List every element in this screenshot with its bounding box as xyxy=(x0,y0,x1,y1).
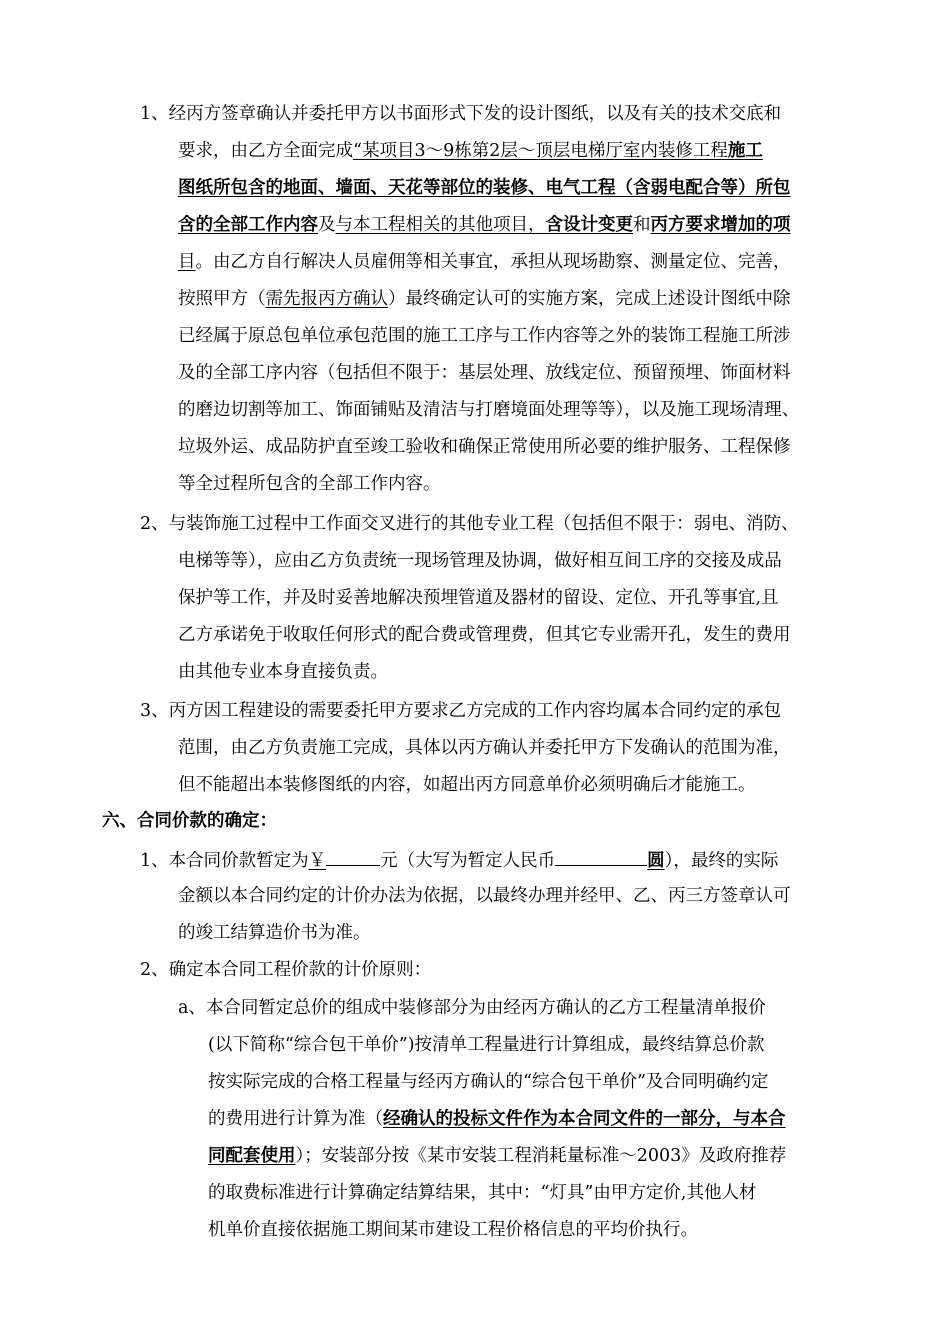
text-run: 的费用进行计算为准（ xyxy=(208,1109,383,1129)
item-1-text: 经丙方签章确认并委托甲方以书面形式下发的设计图纸，以及有关的技术交底和 xyxy=(168,104,782,124)
sub-a-line-7: 机单价直接依据施工期间某市建设工程价格信息的平均价执行。 xyxy=(208,1220,698,1240)
item-1-line-3: 图纸所包含的地面、墙面、天花等部位的装修、电气工程（含弱电配合等）所包 xyxy=(178,178,791,198)
text-run: 本合同暂定总价的组成中装修部分为由经丙方确认的乙方工程量清单报价 xyxy=(205,998,766,1018)
item-3-line-2: 范围，由乙方负责施工完成，具体以丙方确认并委托甲方下发确认的范围为准， xyxy=(178,738,791,758)
text-run: ）；安装部分按《某市安装工程消耗量标准～2003》及政府推荐 xyxy=(295,1146,787,1166)
text-run: 及 xyxy=(318,215,336,235)
price-number: 1、 xyxy=(140,851,169,871)
sub-a-number: a、 xyxy=(178,998,206,1018)
item-2-line-3: 保护等工作，并及时妥善地解决预埋管道及器材的留设、定位、开孔等事宜,且 xyxy=(178,588,779,608)
bold-underlined-text: 丙方要求增加的项 xyxy=(650,215,791,235)
underlined-text: 与本工程相关的其他项目， xyxy=(335,215,546,235)
bold-underlined-text: 同配套使用 xyxy=(208,1146,296,1166)
item-3-line-1 xyxy=(140,695,781,729)
yen-symbol: ￥ xyxy=(308,851,327,871)
yuan-unit: 圆 xyxy=(647,851,665,871)
sub-a-line-6: 的取费标准进行计算确定结算结果，其中：“灯具”由甲方定价,其他人材 xyxy=(208,1183,757,1203)
amount-words-blank xyxy=(555,843,647,866)
item-1-line-9: 的磨边切割等加工、饰面铺贴及清洁与打磨境面处理等等），以及施工现场清理、 xyxy=(178,400,800,420)
price-line-1 xyxy=(140,843,778,879)
sub-a-line-1 xyxy=(178,992,766,1026)
item-1-line-5 xyxy=(178,246,791,280)
item-1-number: 1、 xyxy=(140,104,169,124)
item-3-text: 丙方因工程建设的需要委托甲方要求乙方完成的工作内容均属本合同约定的承包 xyxy=(168,701,782,721)
price-line-3: 的竣工结算造价书为准。 xyxy=(178,923,371,943)
text-run: 和 xyxy=(633,215,651,235)
text-run: ），最终的实际 xyxy=(664,851,779,871)
item-3-number: 3、 xyxy=(140,701,169,721)
section-6-heading: 六、合同价款的确定： xyxy=(102,811,277,831)
sub-a-line-2: (以下简称“综合包干单价”)按清单工程量进行计算组成，最终结算总价款 xyxy=(208,1035,765,1055)
item-1-line-6 xyxy=(178,283,791,317)
item-1-line-2 xyxy=(178,135,763,169)
text-run: 要求，由乙方全面完成 xyxy=(178,141,353,161)
text-run: 确定本合同工程价款的计价原则： xyxy=(168,960,432,980)
bold-underlined-text: 含的全部工作内容 xyxy=(178,215,318,235)
item-2-number: 2、 xyxy=(140,514,169,534)
bold-underlined-text: 经确认的投标文件作为本合同文件的一部分，与本合 xyxy=(383,1109,786,1129)
sub-a-line-4 xyxy=(208,1103,786,1137)
price-line-2: 金额以本合同约定的计价办法为依据，以最终办理并经甲、乙、丙三方签章认可 xyxy=(178,886,791,906)
pricing-principle-line xyxy=(140,954,431,988)
text-run: 元（大写为暂定人民币 xyxy=(380,851,556,871)
item-1-line-11: 等全过程所包含的全部工作内容。 xyxy=(178,474,441,494)
item-2-line-1 xyxy=(140,508,799,542)
item-1-line-10: 垃圾外运、成品防护直至竣工验收和确保正常使用所必要的维护服务、工程保修 xyxy=(178,437,791,457)
text-run: 本合同价款暂定为 xyxy=(168,851,309,871)
item-1-line-4 xyxy=(178,209,791,243)
item-3-line-3: 但不能超出本装修图纸的内容，如超出丙方同意单价必须明确后才能施工。 xyxy=(178,775,756,795)
principle-number: 2、 xyxy=(140,960,169,980)
item-2-text: 与装饰施工过程中工作面交叉进行的其他专业工程（包括但不限于：弱电、消防、 xyxy=(168,514,799,534)
sub-a-line-3: 按实际完成的合格工程量与经丙方确认的“综合包干单价”及合同明确约定 xyxy=(208,1072,769,1092)
sub-a-line-5 xyxy=(208,1140,786,1174)
underlined-text: 目 xyxy=(178,252,196,272)
underlined-text: 需先报丙方确认 xyxy=(265,289,388,309)
text-run: 按照甲方（ xyxy=(178,289,266,309)
project-name-underlined: “某项目3～9栋第2层～顶层电梯厅室内装修工程 xyxy=(353,141,728,161)
bold-underlined-text: 含设计变更 xyxy=(545,215,633,235)
bold-underlined-text: 施工 xyxy=(727,141,763,161)
item-1-line-7: 已经属于原总包单位承包范围的施工工序与工作内容等之外的装饰工程施工所涉 xyxy=(178,326,791,346)
text-run: ）最终确定认可的实施方案，完成上述设计图纸中除 xyxy=(388,289,791,309)
text-run: 。由乙方自行解决人员雇佣等相关事宜，承担从现场勘察、测量定位、完善， xyxy=(195,252,791,272)
item-2-line-4: 乙方承诺免于收取任何形式的配合费或管理费，但其它专业需开孔，发生的费用 xyxy=(178,625,791,645)
item-2-line-5: 由其他专业本身直接负责。 xyxy=(178,662,388,682)
item-1-line-1 xyxy=(140,98,781,132)
item-1-line-8: 及的全部工序内容（包括但不限于：基层处理、放线定位、预留预埋、饰面材料 xyxy=(178,363,791,383)
item-2-line-2: 电梯等等），应由乙方负责统一现场管理及协调，做好相互间工序的交接及成品 xyxy=(178,551,782,571)
amount-blank xyxy=(326,843,380,866)
